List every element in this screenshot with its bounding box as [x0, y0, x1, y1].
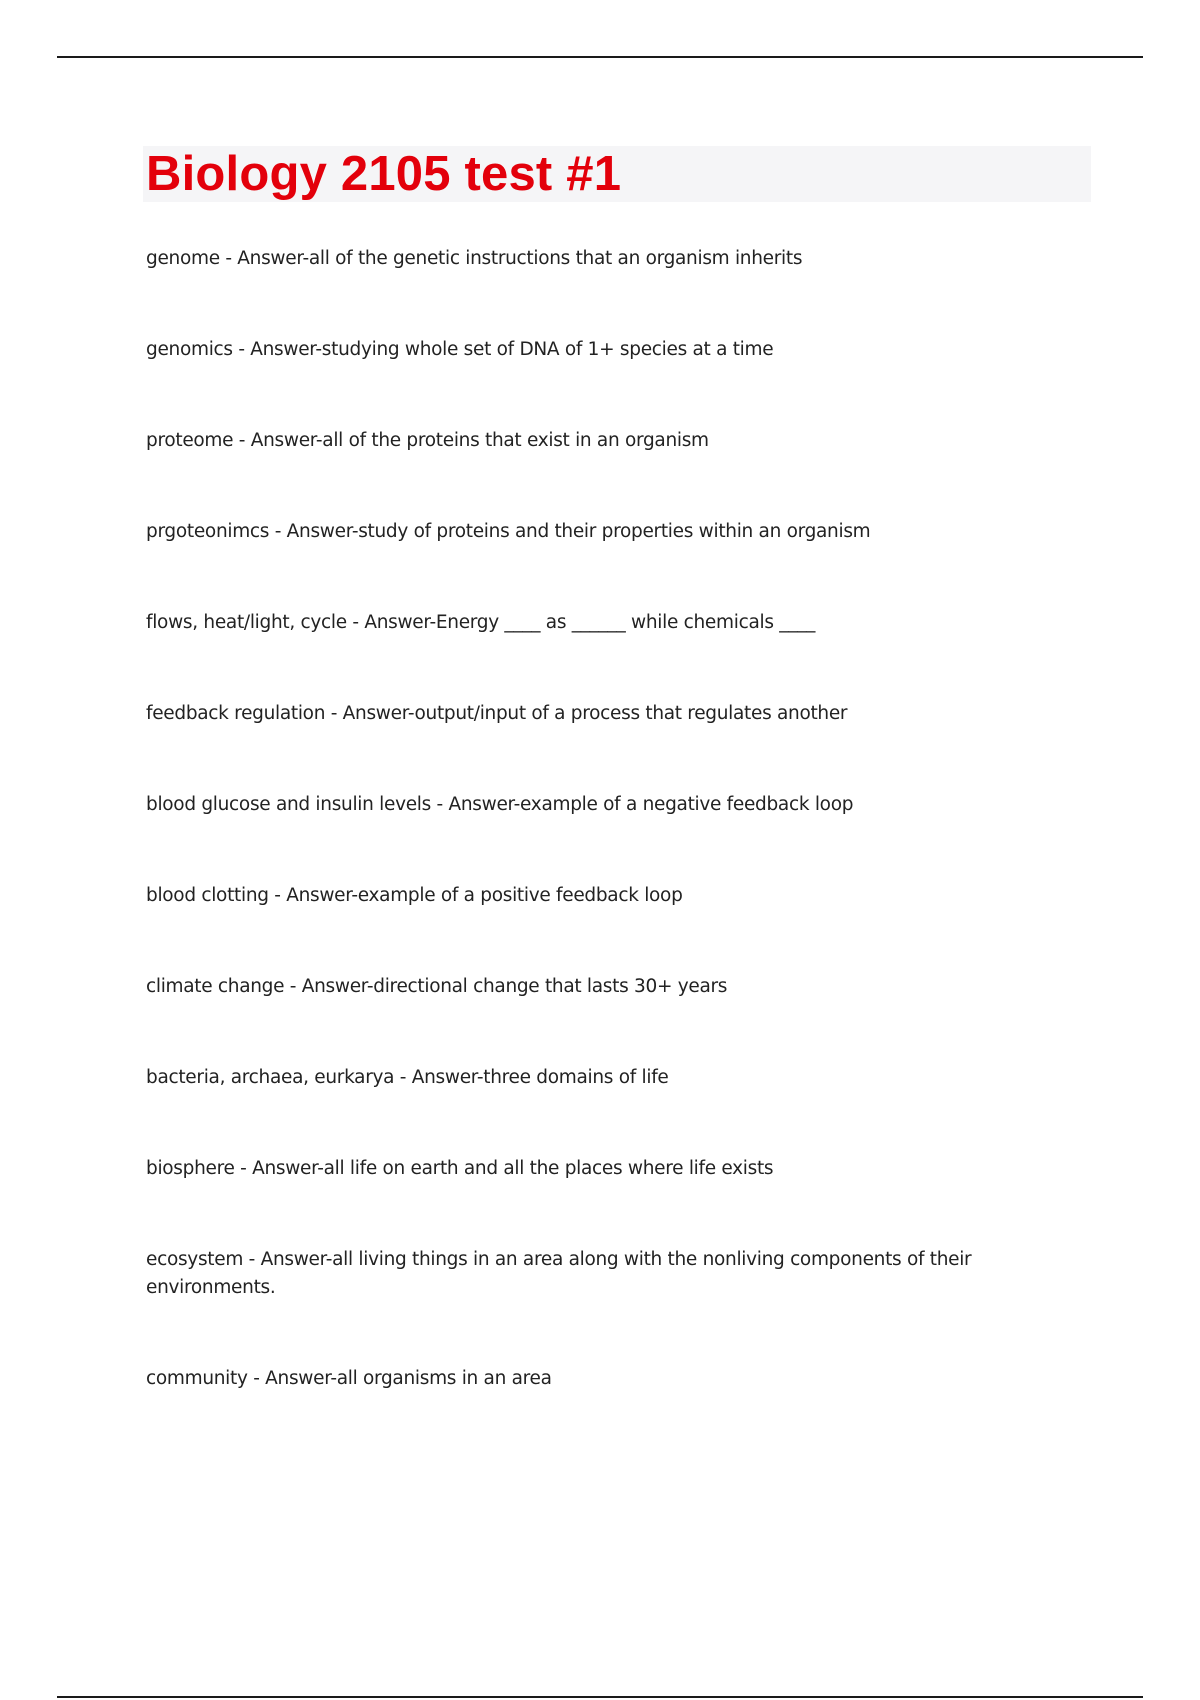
flashcard-entry: feedback regulation - Answer-output/input of a process that regulates another — [146, 703, 848, 724]
flashcard-entry: genome - Answer-all of the genetic instructions that an organism inherits — [146, 248, 803, 269]
header-rule — [57, 56, 1143, 58]
flashcard-entry: climate change - Answer-directional change that lasts 30+ years — [146, 976, 728, 997]
flashcard-entry: biosphere - Answer-all life on earth and all the places where life exists — [146, 1158, 774, 1179]
flashcard-entry: bacteria, archaea, eurkarya - Answer-three domains of life — [146, 1067, 669, 1088]
flashcard-entry: community - Answer-all organisms in an area — [146, 1368, 552, 1389]
flashcard-entry: genomics - Answer-studying whole set of DNA of 1+ species at a time — [146, 339, 774, 360]
flashcard-entry: flows, heat/light, cycle - Answer-Energy ____ as ______ while chemicals ____ — [146, 612, 816, 633]
footer-rule — [57, 1696, 1143, 1698]
flashcard-entry: proteome - Answer-all of the proteins that exist in an organism — [146, 430, 709, 451]
flashcard-entry: blood clotting - Answer-example of a positive feedback loop — [146, 885, 683, 906]
flashcard-entry: ecosystem - Answer-all living things in an area along with the nonliving components of their environments. — [146, 1249, 972, 1298]
flashcard-entry: prgoteonimcs - Answer-study of proteins and their properties within an organism — [146, 521, 871, 542]
flashcard-entry: blood glucose and insulin levels - Answer-example of a negative feedback loop — [146, 794, 854, 815]
page-title: Biology 2105 test #1 — [146, 147, 622, 201]
